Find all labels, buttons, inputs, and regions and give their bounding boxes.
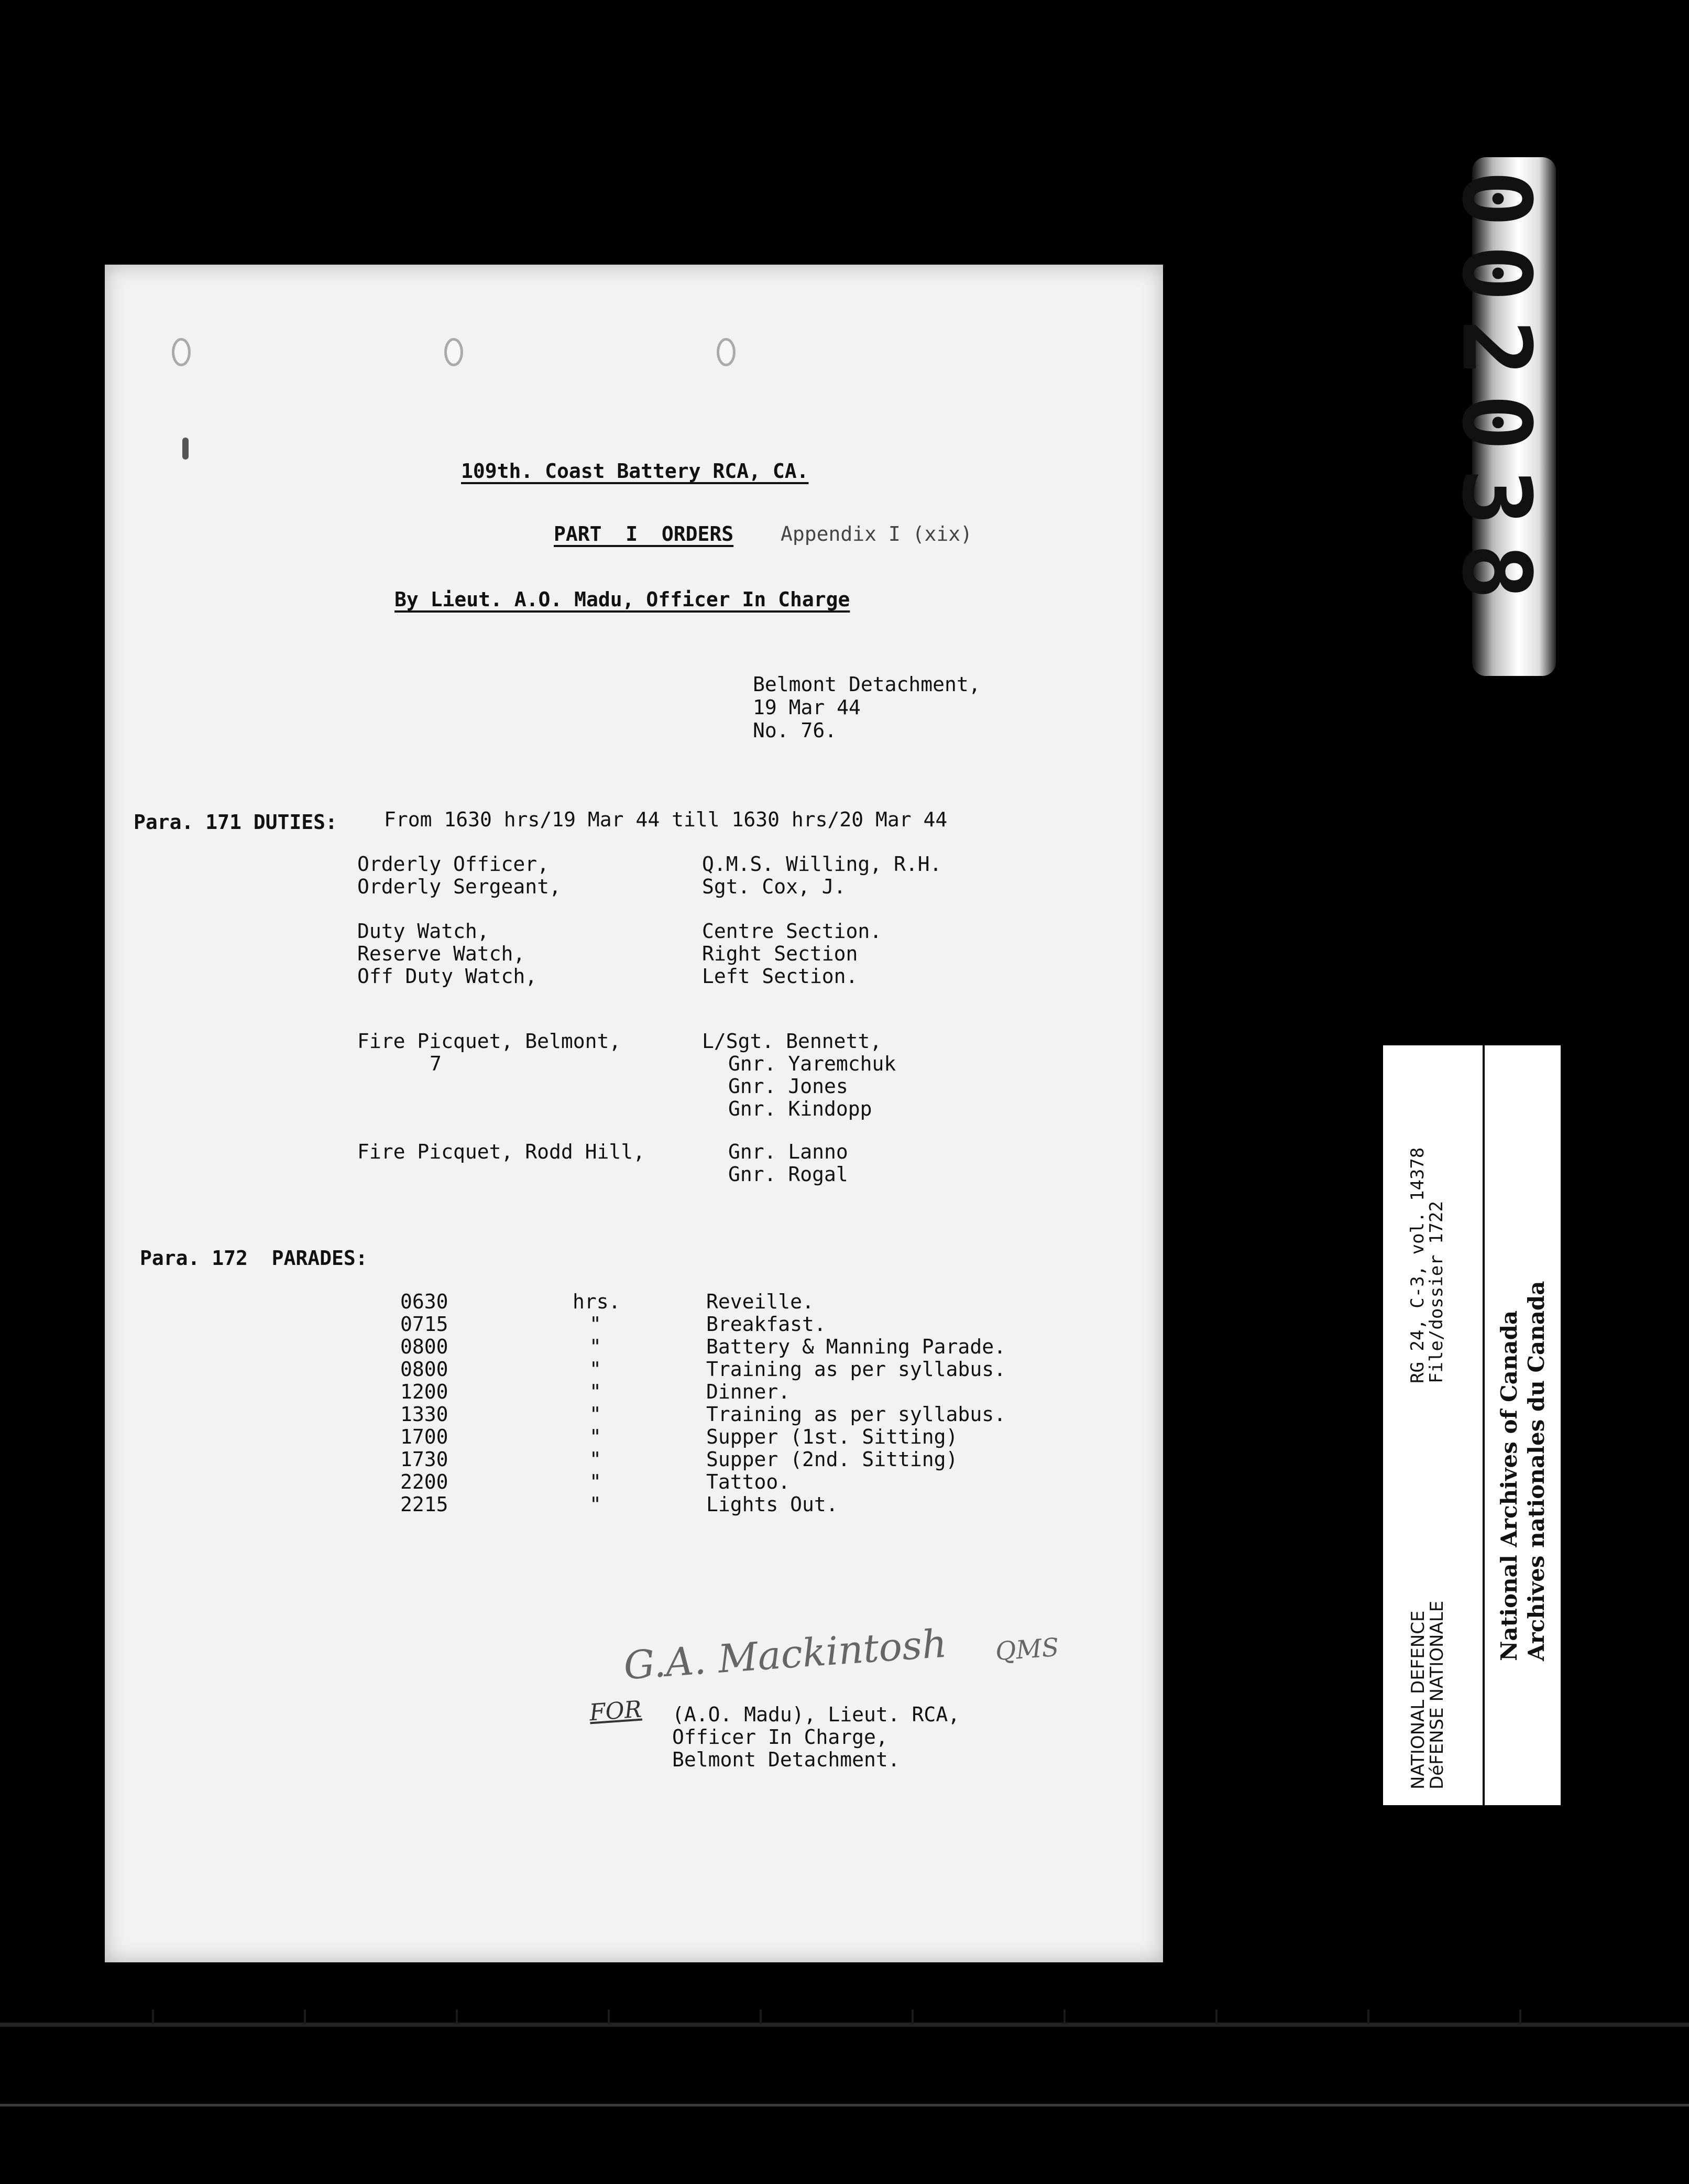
parade-event: Tattoo. xyxy=(706,1470,791,1493)
parade-time: 1330 xyxy=(400,1403,448,1426)
signatory-name: (A.O. Madu), Lieut. RCA, xyxy=(672,1703,960,1726)
ruler-tick xyxy=(608,2010,610,2024)
duty-assignee: Q.M.S. Willing, R.H. xyxy=(702,853,942,876)
duty-assignee: Gnr. Kindopp xyxy=(728,1097,872,1120)
ruler-tick xyxy=(152,2010,154,2024)
duty-assignee: Gnr. Jones xyxy=(728,1075,848,1098)
ditto-mark: " xyxy=(589,1493,601,1516)
ruler-tick xyxy=(1519,2010,1521,2024)
location: Belmont Detachment, xyxy=(753,673,981,696)
frame-number: 002038 xyxy=(1441,170,1551,618)
para-171-label: Para. 171 DUTIES: xyxy=(134,811,337,834)
frame-number-strip xyxy=(1441,157,1556,676)
ditto-mark: " xyxy=(589,1335,601,1358)
parade-time: 2200 xyxy=(400,1470,448,1493)
unit-title: 109th. Coast Battery RCA, CA. xyxy=(461,460,809,483)
film-edge-line xyxy=(0,2104,1689,2106)
archive-reference-label xyxy=(1383,1045,1483,1805)
parade-event: Reveille. xyxy=(706,1290,814,1313)
staple-mark xyxy=(182,438,189,460)
ditto-mark: " xyxy=(589,1425,601,1448)
orders-title: PART I ORDERS xyxy=(554,522,734,545)
order-date: 19 Mar 44 xyxy=(753,696,861,719)
duty-assignee: L/Sgt. Bennett, xyxy=(702,1030,882,1053)
document-page xyxy=(105,265,1163,1962)
parade-event: Supper (2nd. Sitting) xyxy=(706,1448,958,1471)
parade-event: Battery & Manning Parade. xyxy=(706,1335,1006,1358)
punch-hole xyxy=(172,338,191,366)
film-ruler xyxy=(0,2023,1689,2027)
department-fr: DéFENSE NATIONALE xyxy=(1427,1600,1447,1789)
parade-time: 1700 xyxy=(400,1425,448,1448)
national-archives-label xyxy=(1483,1045,1561,1805)
duty-assignee: Gnr. Rogal xyxy=(728,1163,848,1186)
signatory-title: Officer In Charge, xyxy=(672,1726,888,1749)
ruler-tick xyxy=(760,2010,762,2024)
duty-label: Reserve Watch, xyxy=(357,942,525,965)
archives-name-fr: Archives nationales du Canada xyxy=(1523,1281,1549,1661)
hrs-label: hrs. xyxy=(573,1290,621,1313)
ruler-tick xyxy=(912,2010,914,2024)
parade-time: 0800 xyxy=(400,1335,448,1358)
parade-time: 2215 xyxy=(400,1493,448,1516)
archives-name-en: National Archives of Canada xyxy=(1496,1310,1522,1661)
parade-time: 0715 xyxy=(400,1313,448,1336)
punch-hole xyxy=(717,338,736,366)
parade-event: Training as per syllabus. xyxy=(706,1403,1006,1426)
handwritten-rank: QMS xyxy=(994,1632,1060,1667)
order-number: No. 76. xyxy=(753,719,837,742)
reference-line-2: File/dossier 1722 xyxy=(1426,1201,1447,1383)
handwritten-signature: G.A. Mackintosh xyxy=(622,1621,949,1689)
ditto-mark: " xyxy=(589,1470,601,1493)
duty-assignee: Sgt. Cox, J. xyxy=(702,875,846,898)
parade-event: Dinner. xyxy=(706,1380,791,1403)
duty-label: Fire Picquet, Rodd Hill, xyxy=(357,1140,645,1163)
appendix-ref: Appendix I (xix) xyxy=(781,522,973,545)
department-en: NATIONAL DEFENCE xyxy=(1408,1610,1429,1789)
parade-time: 0630 xyxy=(400,1290,448,1313)
ruler-tick xyxy=(1215,2010,1218,2024)
duty-label: 7 xyxy=(430,1052,442,1075)
signatory-unit: Belmont Detachment. xyxy=(672,1748,900,1771)
ditto-mark: " xyxy=(589,1313,601,1336)
parade-time: 1730 xyxy=(400,1448,448,1471)
parade-time: 1200 xyxy=(400,1380,448,1403)
parade-event: Lights Out. xyxy=(706,1493,838,1516)
duty-assignee: Centre Section. xyxy=(702,920,882,943)
parade-event: Supper (1st. Sitting) xyxy=(706,1425,958,1448)
para-172-label: Para. 172 PARADES: xyxy=(140,1247,368,1270)
by-line: By Lieut. A.O. Madu, Officer In Charge xyxy=(394,588,850,611)
punch-hole xyxy=(444,338,463,366)
ruler-tick xyxy=(1367,2010,1369,2024)
parade-event: Breakfast. xyxy=(706,1313,826,1336)
parade-time: 0800 xyxy=(400,1358,448,1381)
duty-assignee: Gnr. Yaremchuk xyxy=(728,1052,896,1075)
duty-label: Duty Watch, xyxy=(357,920,489,943)
ditto-mark: " xyxy=(589,1403,601,1426)
parade-event: Training as per syllabus. xyxy=(706,1358,1006,1381)
reference-line-1: RG 24, C-3, vol. 14378 xyxy=(1407,1147,1428,1383)
duty-assignee: Right Section xyxy=(702,942,858,965)
for-annotation: FOR xyxy=(588,1696,643,1727)
ditto-mark: " xyxy=(589,1358,601,1381)
duty-label: Fire Picquet, Belmont, xyxy=(357,1030,621,1053)
ditto-mark: " xyxy=(589,1380,601,1403)
ditto-mark: " xyxy=(589,1448,601,1471)
duty-assignee: Left Section. xyxy=(702,965,858,988)
duty-label: Orderly Sergeant, xyxy=(357,875,561,898)
ruler-tick xyxy=(456,2010,458,2024)
duty-label: Off Duty Watch, xyxy=(357,965,538,988)
ruler-tick xyxy=(304,2010,306,2024)
duty-period: From 1630 hrs/19 Mar 44 till 1630 hrs/20 Mar 44 xyxy=(384,808,948,831)
duty-label: Orderly Officer, xyxy=(357,853,550,876)
duty-assignee: Gnr. Lanno xyxy=(728,1140,848,1163)
ruler-tick xyxy=(1063,2010,1066,2024)
